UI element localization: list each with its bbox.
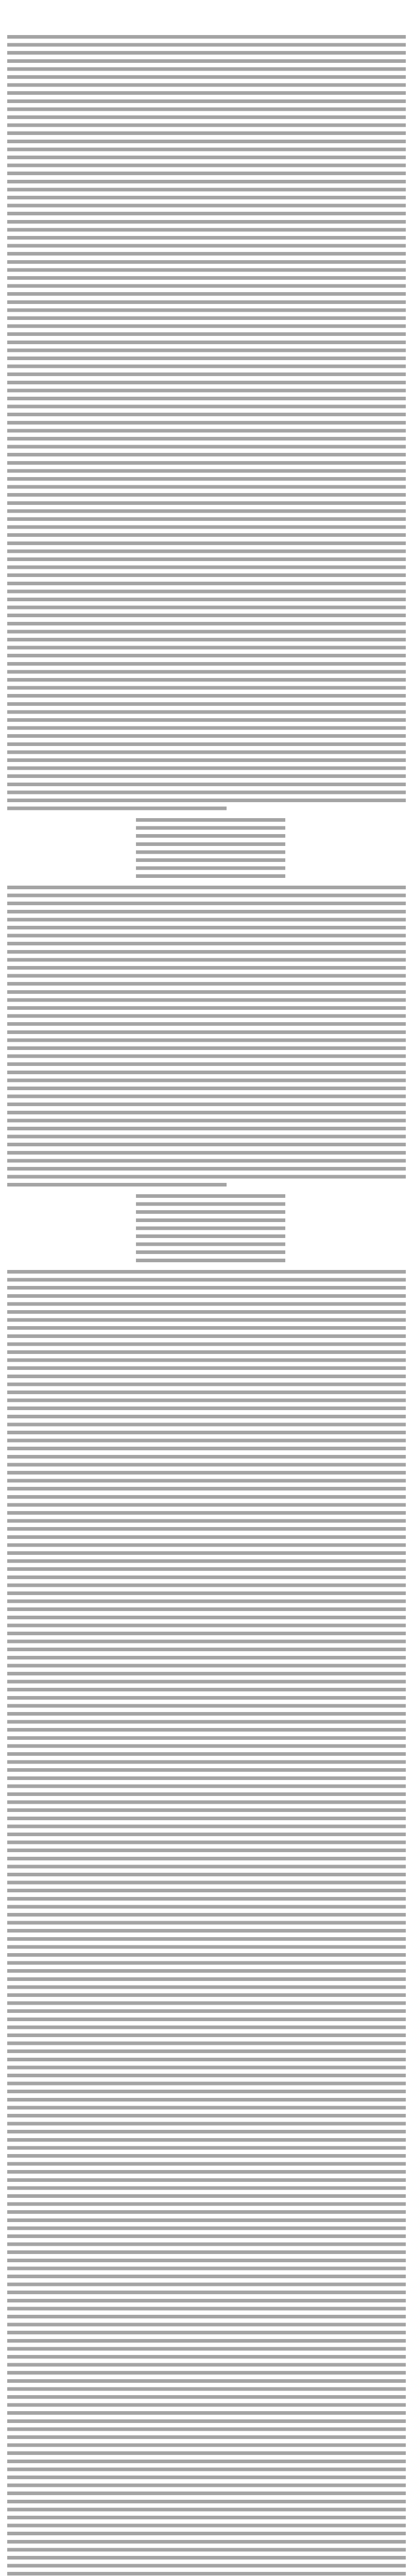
paragraph-block (7, 1268, 406, 2576)
article-title (7, 4, 406, 19)
verse-block (136, 816, 285, 880)
verse-block (136, 1192, 285, 1265)
paragraph-block (7, 884, 406, 1189)
paragraph-block (7, 33, 406, 813)
article-byline (7, 20, 406, 29)
article-body (7, 33, 406, 2576)
